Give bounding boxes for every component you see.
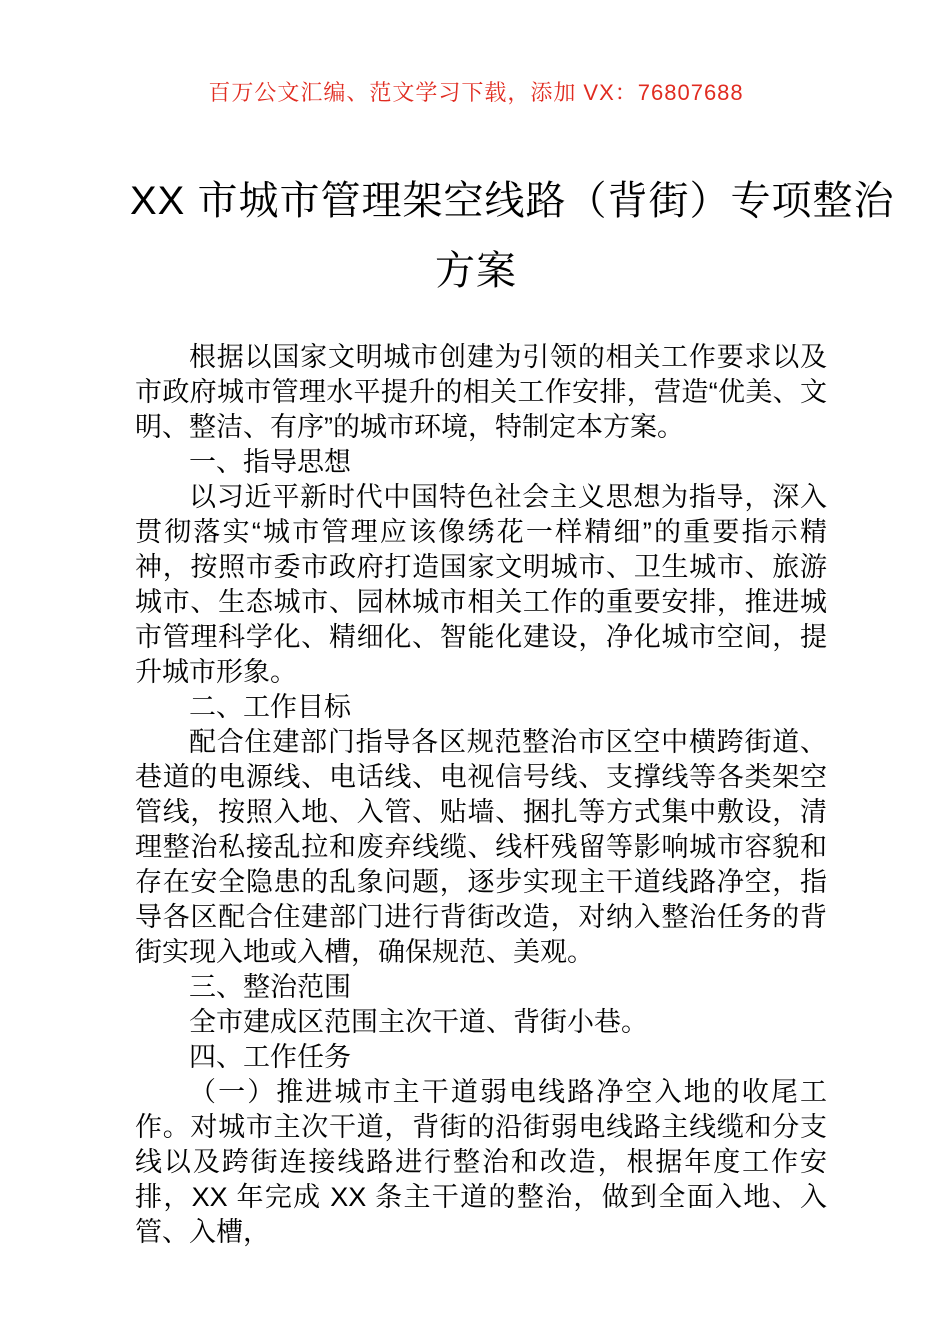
paragraph-guiding-ideology: 以习近平新时代中国特色社会主义思想为指导，深入贯彻落实“城市管理应该像绣花一样精细”的重要指示精神，按照市委市政府打造国家文明城市、卫生城市、旅游城市、生态城市、园林城市相关工作的重要安排，推进城市管理科学化、精细化、智能化建设，净化城市空间，提升城市形象。 — [135, 482, 827, 687]
paragraph-task-1: （一）推进城市主干道弱电线路净空入地的收尾工作。对城市主次干道，背街的沿街弱电线路主线缆和分支线以及跨街连接线路进行整治和改造，根据年度工作安排，XX 年完成 XX 条主干道的整治，做到全面入地、入管、入槽， — [135, 1077, 827, 1247]
section-heading-1: 一、指导思想 — [189, 447, 351, 477]
paragraph-intro: 根据以国家文明城市创建为引领的相关工作要求以及市政府城市管理水平提升的相关工作安排，营造“优美、文明、整洁、有序”的城市环境，特制定本方案。 — [135, 342, 827, 442]
section-heading-2: 二、工作目标 — [189, 692, 351, 722]
section-heading-3: 三、整治范围 — [189, 972, 351, 1002]
document-title — [130, 166, 895, 306]
paragraph-scope: 全市建成区范围主次干道、背街小巷。 — [189, 1007, 648, 1037]
section-heading-4: 四、工作任务 — [189, 1042, 351, 1072]
document-title-line-2: 方案 — [435, 249, 517, 293]
paragraph-work-goals: 配合住建部门指导各区规范整治市区空中横跨街道、巷道的电源线、电话线、电视信号线、支撑线等各类架空管线，按照入地、入管、贴墙、捆扎等方式集中敷设，清理整治私接乱拉和废弃线缆、线杆残留等影响城市容貌和存在安全隐患的乱象问题，逐步实现主干道线路净空，指导各区配合住建部门进行背街改造，对纳入整治任务的背街实现入地或入槽，确保规范、美观。 — [135, 727, 827, 967]
document-body — [135, 340, 827, 1250]
promo-header-text: 百万公文汇编、范文学习下载，添加 VX：76807688 — [208, 80, 744, 105]
document-title-line-1: XX 市城市管理架空线路（背街）专项整治 — [130, 179, 895, 223]
